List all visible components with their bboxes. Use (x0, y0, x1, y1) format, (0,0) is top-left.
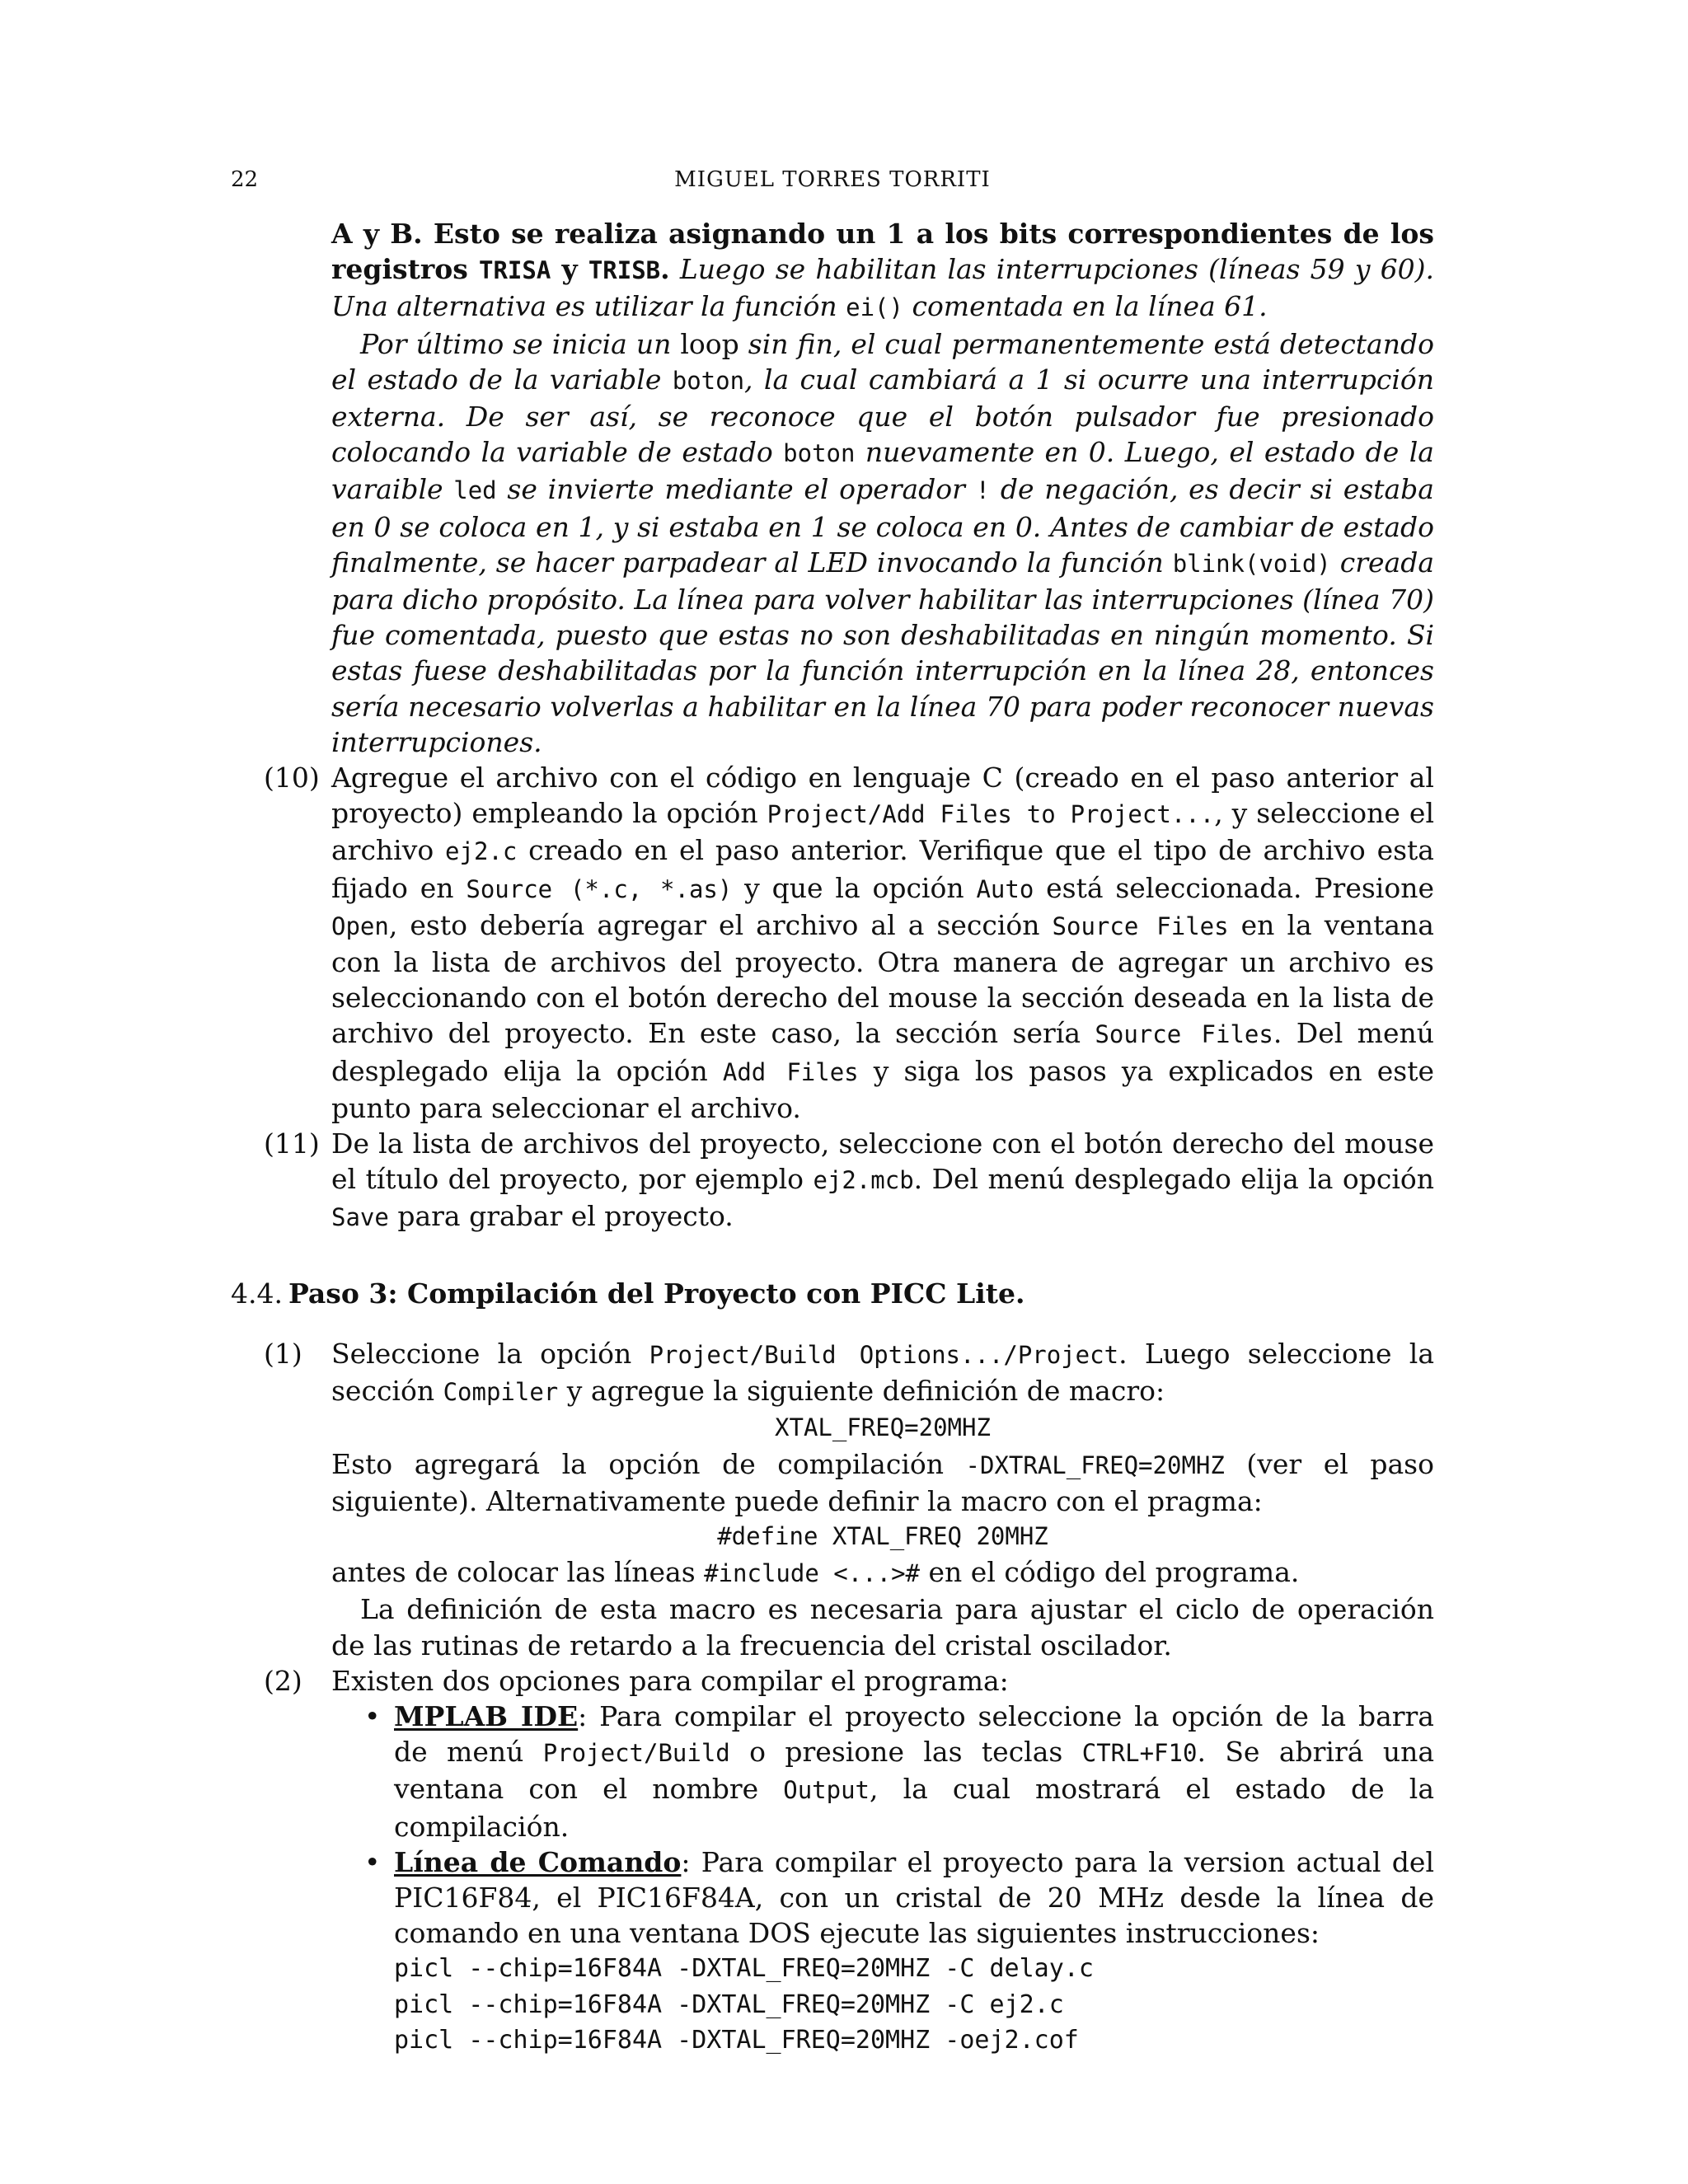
item-number: (1) (264, 1337, 302, 1370)
running-header (231, 167, 1434, 192)
item-number: (10) (264, 762, 320, 794)
bullet-command-line: • Línea de Comando: Para compilar el proyecto para la version actual del PIC16F84, el PIC16F84A, con un cristal de 20 MHz desde la línea de comando en una ventana DOS ejecute las siguientes instrucciones: (364, 1845, 1434, 1950)
list-item-10: (10) Agregue el archivo con el código en lenguaje C (creado en el paso anterior al proyecto) empleando la opción Project/Add Files to Project..., y seleccione el archivo ej2.c creado en el paso anterior. Verifique que el tipo de archivo esta fijado en Source (*.c, *.as) y que la opción Auto está seleccionada. Presione Open, esto debería agregar el archivo al a sección Source Files en la ventana con la lista de archivos del proyecto. Otra manera de agregar un archivo es seleccionando con el botón derecho del mouse la sección deseada en la lista de archivo del proyecto. En este caso, la sección sería Source Files. Del menú desplegado elija la opción Add Files y siga los pasos ya explicados en este punto para seleccionar el archivo. (264, 762, 1435, 1124)
list-item-11: (11) De la lista de archivos del proyecto, seleccione con el botón derecho del mouse el título del proyecto, por ejemplo ej2.mcb. Del menú desplegado elija la opción Save para grabar el proyecto. (264, 1127, 1435, 1233)
section-number: 4.4. (231, 1277, 283, 1310)
step-1: (1) Seleccione la opción Project/Build Options.../Project. Luego seleccione la sección Compiler y agregue la siguiente definición de macro: (264, 1337, 1434, 1408)
pragma-definition: #define XTAL_FREQ 20MHZ (717, 1521, 1048, 1550)
step-1-note: La definición de esta macro es necesaria para ajustar el ciclo de operación de las rutinas de retardo a la frecuencia del cristal oscilador. (331, 1593, 1434, 1661)
item-number: (2) (264, 1664, 302, 1697)
item-number: (11) (264, 1127, 320, 1160)
running-title: MIGUEL TORRES TORRITI (674, 167, 991, 192)
command-listing (231, 1951, 1434, 2058)
step-1-include-text: antes de colocar las líneas #include <...># en el código del programa. (331, 1556, 1300, 1589)
loop-paragraph: Por último se inicia un loop sin fin, el cual permanentemente está detectando el estado de la variable boton, la cual cambiará a 1 si ocurre una interrupción externa. De ser así, se reconoce que el botón pulsador fue presionado colocando la variable de estado boton nuevamente en 0. Luego, el estado de la varaible led se invierte mediante el operador ! de negación, es decir si estaba en 0 se coloca en 1, y si estaba en 1 se coloca en 0. Antes de cambiar de estado finalmente, se hacer parpadear al LED invocando la función blink(void) creada para dicho propósito. La línea para volver habilitar las interrupciones (línea 70) fue comentada, puesto que estas no son deshabilitadas en ningún momento. Si estas fuese deshabilitadas por la función interrupción en la línea 28, entonces sería necesario volverlas a habilitar en la línea 70 para poder reconocer nuevas interrupciones. (331, 327, 1434, 758)
bullet-icon: • (364, 1699, 381, 1732)
step-2: (2) Existen dos opciones para compilar el programa: (231, 1663, 1434, 1699)
bullet-mplab-ide: • MPLAB IDE: Para compilar el proyecto seleccione la opción de la barra de menú Project/Build o presione las teclas CTRL+F10. Se abrirá una ventana con el nombre Output, la cual mostrará el estado de la compilación. (364, 1699, 1434, 1843)
section-heading (231, 1276, 1434, 1311)
command-line: picl --chip=16F84A -DXTAL_FREQ=20MHZ -C delay.c (394, 1954, 1094, 1984)
step-1-text: Esto agregará la opción de compilación -DXTRAL_FREQ=20MHZ (ver el paso siguiente). Alternativamente puede definir la macro con el pragma: (331, 1447, 1434, 1517)
macro-definition: XTAL_FREQ=20MHZ (775, 1413, 991, 1442)
page-number: 22 (231, 167, 259, 192)
document-body (231, 216, 1434, 2058)
bullet-icon: • (364, 1845, 381, 1878)
command-line: picl --chip=16F84A -DXTAL_FREQ=20MHZ -C ej2.c (394, 1990, 1064, 2019)
section-title: Paso 3: Compilación del Proyecto con PICC Lite. (288, 1277, 1025, 1310)
continuation-paragraph: A y B. Esto se realiza asignando un 1 a los bits correspondientes de los registros TRISA y TRISB. Luego se habilitan las interrupciones (líneas 59 y 60). Una alternativa es utilizar la función ei() comentada en la línea 61. (331, 218, 1435, 323)
command-line: picl --chip=16F84A -DXTAL_FREQ=20MHZ -oej2.cof (394, 2025, 1079, 2055)
